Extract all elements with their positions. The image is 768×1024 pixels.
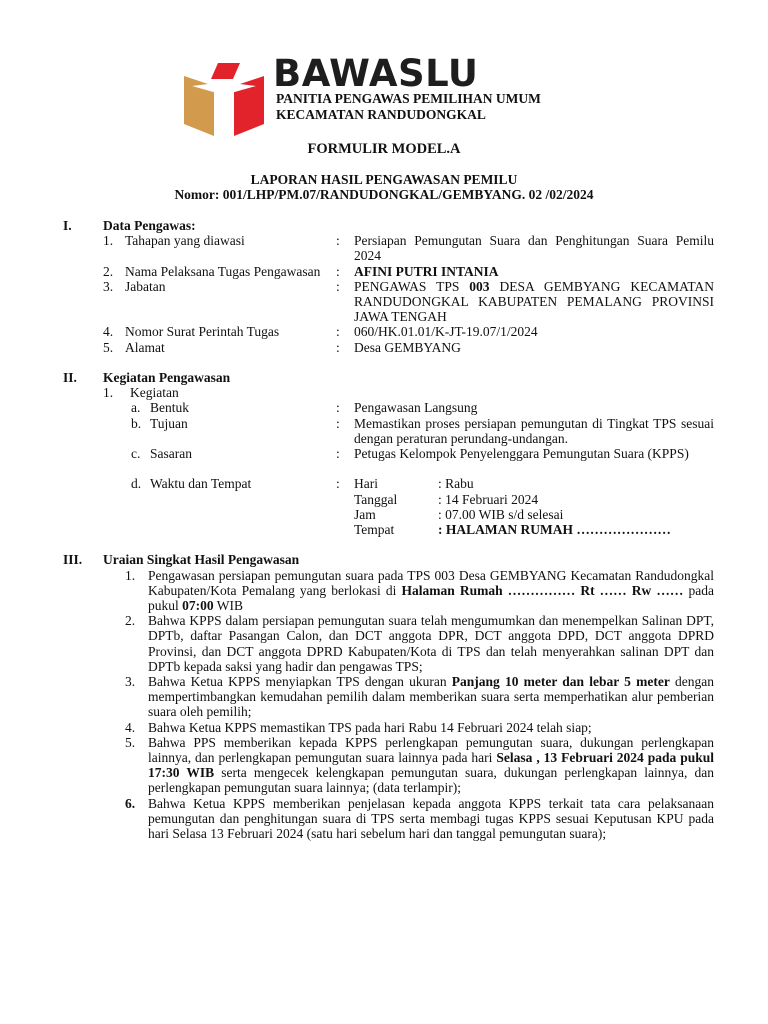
report-body xyxy=(0,218,768,841)
row-number: 1. xyxy=(103,233,114,249)
waktu-value: : 14 Februari 2024 xyxy=(438,491,539,507)
item-datetime: Selasa , 13 Februari 2024 pada pukul 17:30 WIB xyxy=(148,750,714,781)
kegiatan-heading xyxy=(0,385,768,400)
item-text xyxy=(148,568,714,614)
finding-item xyxy=(0,735,768,796)
data-row-alamat xyxy=(0,340,768,355)
data-row-tahapan xyxy=(0,233,768,264)
kegiatan-label: Kegiatan xyxy=(130,385,179,401)
finding-item xyxy=(0,674,768,720)
brand-name: BAWASLU xyxy=(273,52,479,95)
tps-number: 003 xyxy=(469,278,490,294)
section-3-heading xyxy=(0,552,768,567)
kegiatan-row-tujuan xyxy=(0,415,768,446)
section-number: I. xyxy=(63,218,72,233)
finding-item xyxy=(0,568,768,614)
row-colon: : xyxy=(336,415,340,431)
row-label: Sasaran xyxy=(150,445,192,461)
bawaslu-logo-icon xyxy=(184,58,266,136)
row-number: 5. xyxy=(103,339,114,355)
jabatan-text: PENGAWAS TPS xyxy=(354,278,470,294)
row-letter: a. xyxy=(131,400,141,416)
item-time: 07:00 xyxy=(182,597,214,613)
waktu-value: : HALAMAN RUMAH ………………… xyxy=(438,521,671,537)
org-line-2: KECAMATAN RANDUDONGKAL xyxy=(276,106,486,122)
section-number: III. xyxy=(63,552,83,568)
row-value: AFINI PUTRI INTANIA xyxy=(354,263,499,279)
row-number: 1. xyxy=(103,385,114,401)
waktu-key: Tanggal xyxy=(354,491,398,507)
item-text-part: Bahwa Ketua KPPS menyiapkan TPS dengan ukuran xyxy=(148,673,452,689)
row-value: 060/HK.01.01/K-JT-19.07/1/2024 xyxy=(354,324,538,340)
row-colon: : xyxy=(336,476,340,492)
waktu-value: : 07.00 WIB s/d selesai xyxy=(438,506,564,522)
item-number: 5. xyxy=(125,734,136,750)
row-colon: : xyxy=(336,445,340,461)
item-text-part: serta mengecek kelengkapan pemungutan suara, dukungan perlengkapan lainnya, dan perlengkapan pemungutan suara lainnya; (data terlampir); xyxy=(148,765,714,796)
row-number: 3. xyxy=(103,278,114,294)
row-label: Bentuk xyxy=(150,400,189,416)
section-2-heading xyxy=(0,370,768,385)
item-text-part: WIB xyxy=(213,597,244,613)
kegiatan-row-bentuk xyxy=(0,400,768,415)
waktu-value: : Rabu xyxy=(438,476,474,492)
row-letter: b. xyxy=(131,415,142,431)
row-colon: : xyxy=(336,400,340,416)
row-value: Persiapan Pemungutan Suara dan Penghitungan Suara Pemilu 2024 xyxy=(354,233,714,264)
row-label: Waktu dan Tempat xyxy=(150,476,252,492)
section-1-heading xyxy=(0,218,768,233)
row-value xyxy=(354,279,714,325)
waktu-key: Tempat xyxy=(354,521,395,537)
item-text-part: dengan mempertimbangkan kemudahan pemilih dalam memberikan suara serta memperhatikan alur pemberian suara oleh pemilih; xyxy=(148,673,715,720)
row-number: 4. xyxy=(103,324,114,340)
row-label: Alamat xyxy=(125,339,165,355)
row-value: Pengawasan Langsung xyxy=(354,400,478,416)
row-colon: : xyxy=(336,278,340,294)
data-row-jabatan xyxy=(0,278,768,325)
row-value: Desa GEMBYANG xyxy=(354,339,461,355)
row-value: Petugas Kelompok Penyelenggara Pemungutan Suara (KPPS) xyxy=(354,445,689,461)
findings-list xyxy=(0,568,768,842)
finding-item xyxy=(0,720,768,735)
waktu-key: Hari xyxy=(354,476,378,492)
section-title: Data Pengawas: xyxy=(103,218,196,233)
row-label: Jabatan xyxy=(125,278,166,294)
item-number: 2. xyxy=(125,613,136,629)
row-number: 2. xyxy=(103,263,114,279)
row-colon: : xyxy=(336,324,340,340)
waktu-key: Jam xyxy=(354,506,376,522)
organization-name xyxy=(276,91,541,122)
row-label: Tahapan yang diawasi xyxy=(125,233,245,249)
item-dimensions: Panjang 10 meter dan lebar 5 meter xyxy=(451,673,670,689)
item-text: Bahwa Ketua KPPS memberikan penjelasan kepada anggota KPPS terkait tata cara pelaksanaan pemungutan dan penghitungan suara di TPS serta membagi tugas KPPS sesuai Keputusan KPU pada hari Selasa 13 Februari 2024 (satu hari sebelum hari dan tanggal pemungutan suara); xyxy=(148,795,714,842)
row-label: Tujuan xyxy=(150,415,188,431)
item-text-part: Pengawasan persiapan pemungutan suara pada TPS 003 Desa GEMBYANG Kecamatan Randudongkal Kabupaten/Kota Pemalang yang berlokasi di xyxy=(148,567,714,598)
item-number: 6. xyxy=(125,795,136,811)
item-location: Halaman Rumah …………… Rt …… Rw …… xyxy=(401,582,684,598)
item-number: 1. xyxy=(125,567,136,583)
row-label: Nama Pelaksana Tugas Pengawasan xyxy=(125,263,321,279)
data-row-nama xyxy=(0,264,768,279)
report-heading xyxy=(0,172,768,202)
kegiatan-row-waktu xyxy=(0,476,768,537)
org-line-1: PANITIA PENGAWAS PEMILIHAN UMUM xyxy=(276,91,541,106)
item-text-part: Bahwa PPS memberikan kepada KPPS perlengkapan pemungutan suara, dukungan perlengkapan lainnya, dan perlengkapan pemungutan suara lainnya pada hari xyxy=(148,734,714,765)
item-text: Bahwa Ketua KPPS memastikan TPS pada hari Rabu 14 Februari 2024 telah siap; xyxy=(148,719,592,735)
report-number: Nomor: 001/LHP/PM.07/RANDUDONGKAL/GEMBYANG. 02 /02/2024 xyxy=(174,187,594,202)
item-text xyxy=(148,735,714,796)
section-number: II. xyxy=(63,369,77,385)
row-colon: : xyxy=(336,233,340,249)
item-text-part: pada pukul xyxy=(148,582,714,613)
row-letter: c. xyxy=(131,445,141,461)
item-number: 3. xyxy=(125,673,136,689)
row-colon: : xyxy=(336,339,340,355)
report-title: LAPORAN HASIL PENGAWASAN PEMILU xyxy=(250,172,518,187)
section-title: Uraian Singkat Hasil Pengawasan xyxy=(103,552,300,568)
row-value: Memastikan proses persiapan pemungutan di Tingkat TPS sesuai dengan peraturan perundang-undangan. xyxy=(354,415,714,446)
row-colon: : xyxy=(336,263,340,279)
form-title: FORMULIR MODEL.A xyxy=(307,141,461,157)
row-letter: d. xyxy=(131,476,142,492)
section-title: Kegiatan Pengawasan xyxy=(103,369,231,385)
item-text: Bahwa KPPS dalam persiapan pemungutan suara telah mengumumkan dan menempelkan Salinan DPT, DPTb, daftar Pasangan Calon, dan DCT anggota DPR, DCT anggota DPD, DCT anggota DPRD Provinsi, dan DCT anggota DPRD Kabupaten/Kota di TPS dan telah menyerahkan salinan DPT dan DPTb kepada saksi yang hadir dan pengawas TPS; xyxy=(148,613,714,674)
finding-item xyxy=(0,613,768,674)
item-number: 4. xyxy=(125,719,136,735)
data-row-surat-tugas xyxy=(0,324,768,339)
row-label: Nomor Surat Perintah Tugas xyxy=(125,324,280,340)
jabatan-location: DESA GEMBYANG KECAMATAN RANDUDONGKAL KABUPATEN PEMALANG PROVINSI JAWA TENGAH xyxy=(354,278,714,325)
kegiatan-row-sasaran xyxy=(0,446,768,461)
finding-item xyxy=(0,796,768,842)
item-text xyxy=(148,674,714,720)
